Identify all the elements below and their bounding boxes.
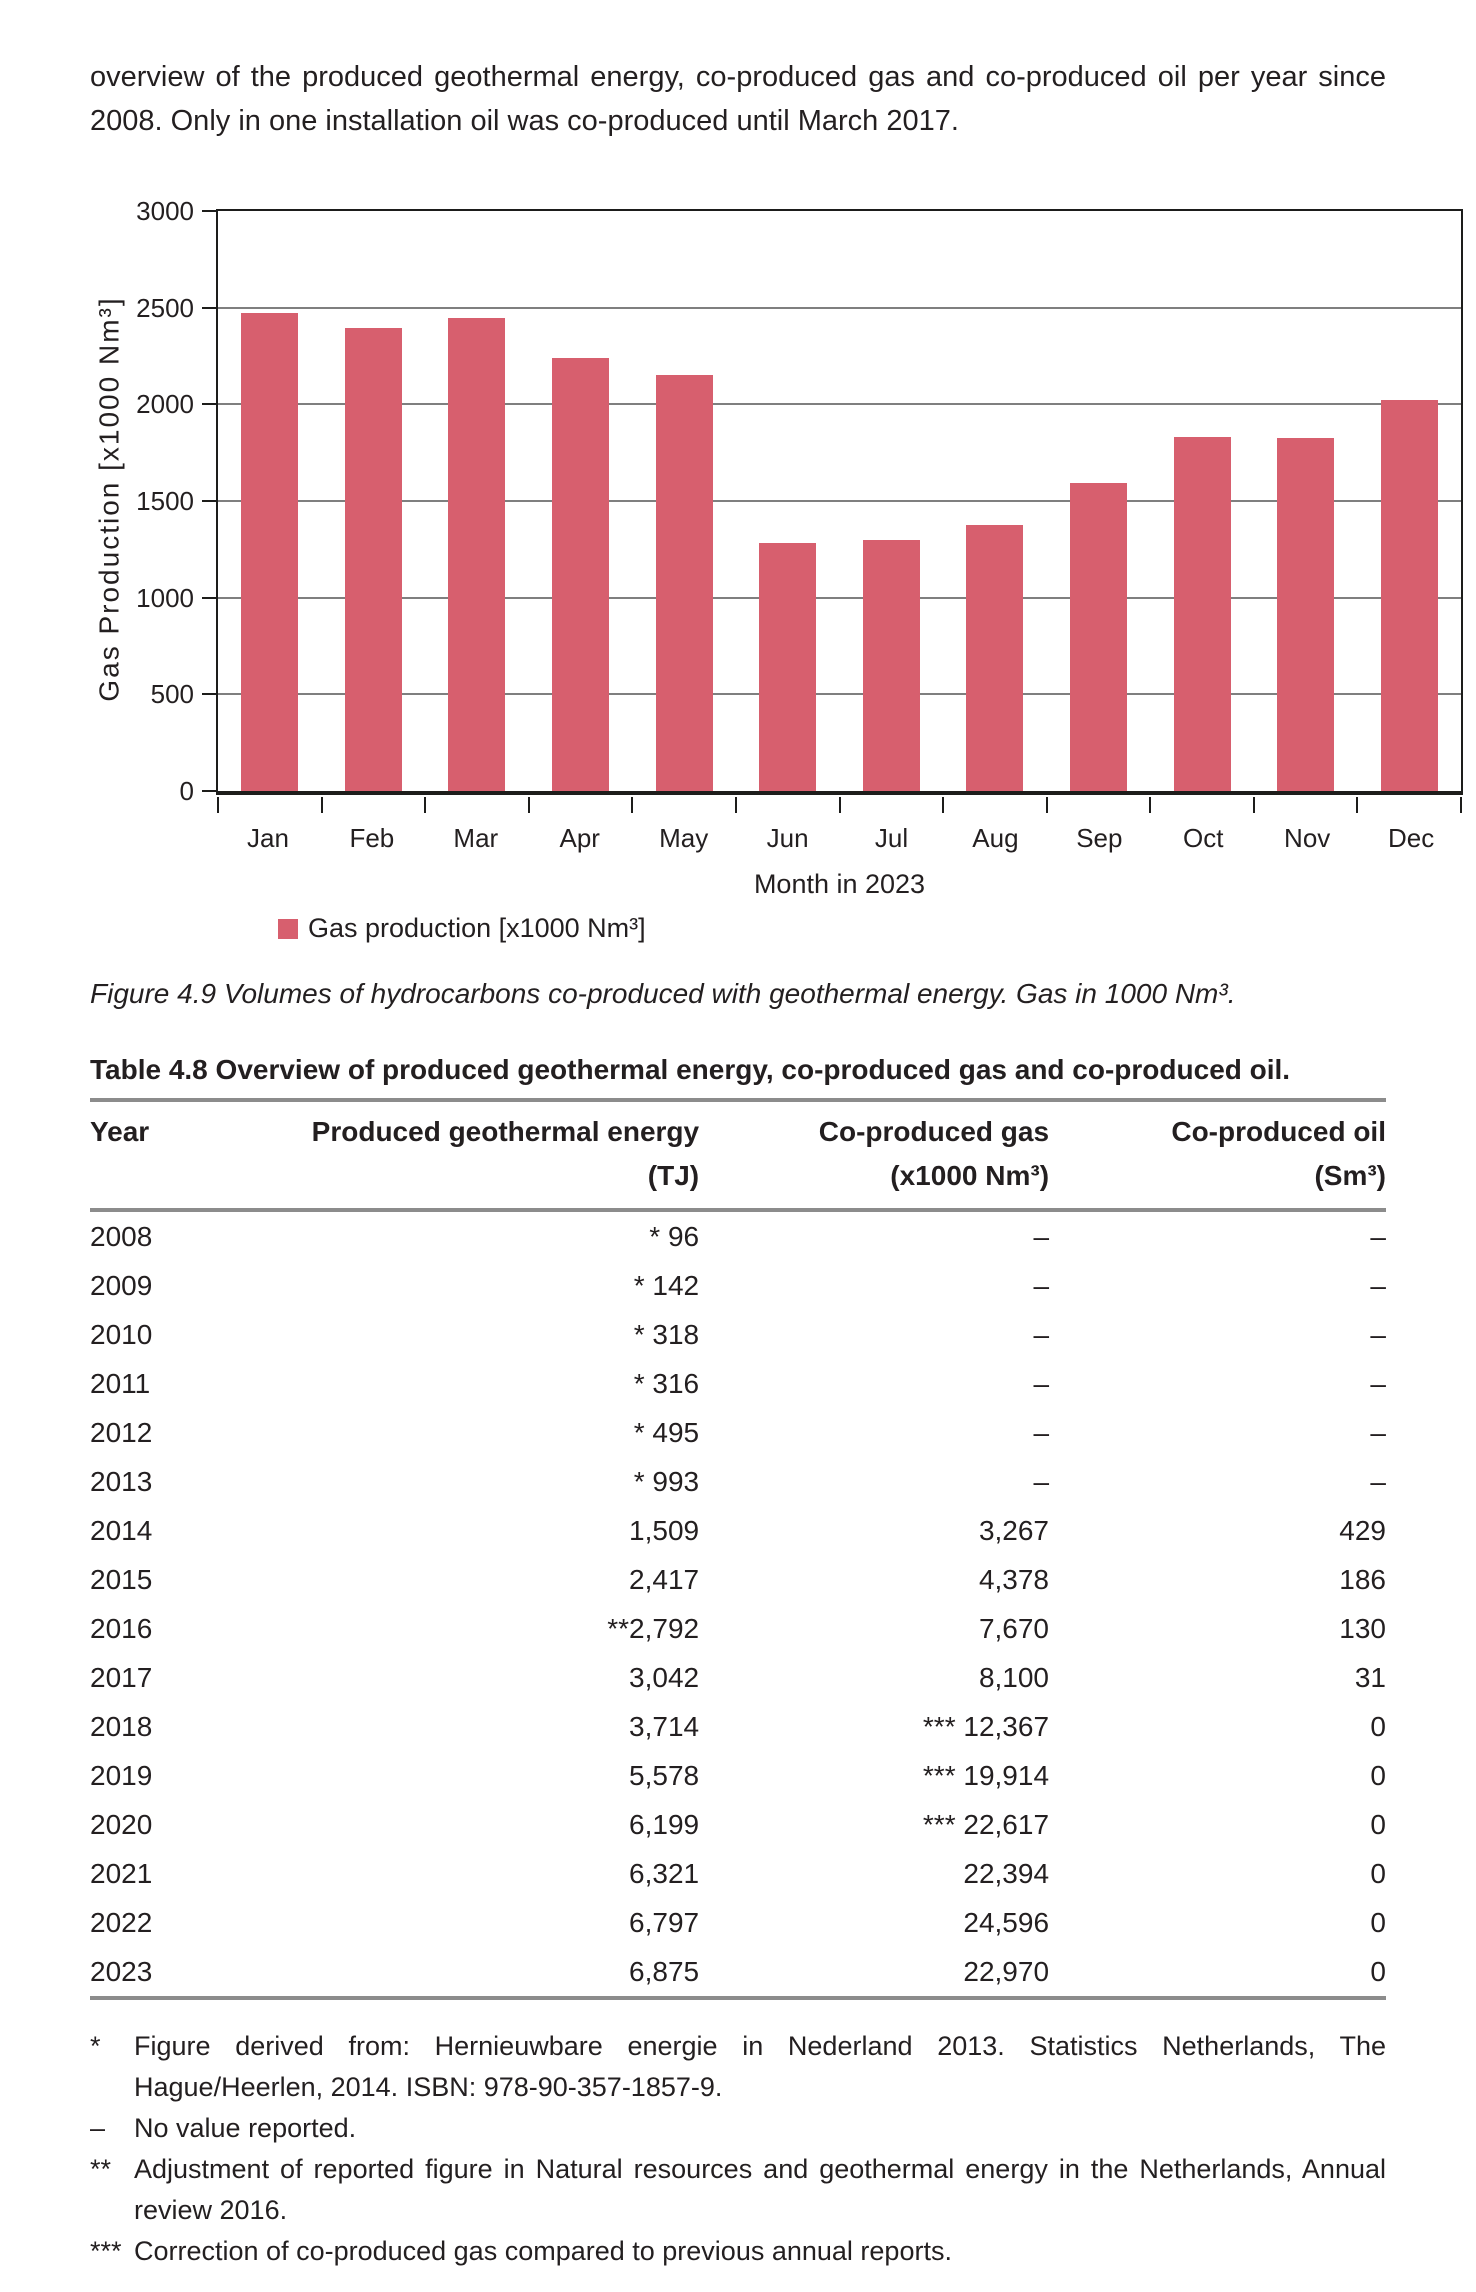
value-cell: – — [1370, 1269, 1386, 1301]
footnote-marker: ** — [90, 2154, 112, 2184]
value-cell: 8,100 — [978, 1661, 1050, 1693]
gas-production-bar — [345, 328, 402, 791]
y-tick-label: 2500 — [136, 292, 194, 323]
gas-production-bar — [966, 525, 1023, 791]
value-cell: 0 — [1370, 1759, 1386, 1791]
y-tick-label: 1000 — [136, 582, 194, 613]
figure-caption: Figure 4.9 Volumes of hydrocarbons co-produced with geothermal energy. Gas in 1000 Nm³. — [90, 978, 1236, 1009]
value-cell: – — [1370, 1220, 1386, 1252]
y-axis-tick — [202, 210, 216, 212]
gridline — [218, 403, 1461, 405]
table-row — [90, 1898, 1386, 1947]
month-label: Nov — [1284, 823, 1331, 853]
x-axis-tick — [528, 797, 530, 813]
column-header-oil — [1049, 1102, 1386, 1210]
y-tick-label: 500 — [150, 679, 194, 710]
year-cell: 2009 — [90, 1269, 153, 1301]
value-cell: 3,267 — [978, 1514, 1050, 1546]
value-cell: * 96 — [649, 1220, 700, 1252]
footnote-marker: *** — [90, 2236, 122, 2266]
x-axis-tick — [1149, 797, 1151, 813]
column-unit: (x1000 Nm³) — [890, 1160, 1050, 1191]
value-cell: 186 — [1339, 1563, 1386, 1595]
year-cell: 2023 — [90, 1947, 246, 1998]
x-axis-tick — [1356, 797, 1358, 813]
value-cell: 4,378 — [978, 1563, 1050, 1595]
x-axis-tick — [735, 797, 737, 813]
month-label: May — [659, 823, 709, 853]
x-axis-tick — [1046, 797, 1048, 813]
value-cell: – — [1370, 1318, 1386, 1350]
value-cell: * 142 — [633, 1269, 700, 1301]
value-cell: 429 — [1339, 1514, 1386, 1546]
value-cell: – — [1370, 1367, 1386, 1399]
value-cell: 5,578 — [629, 1759, 700, 1791]
data-table — [90, 1102, 1386, 2000]
table-row — [90, 1800, 1386, 1849]
value-cell: 0 — [1370, 1808, 1386, 1840]
value-cell: 3,714 — [629, 1710, 700, 1742]
column-label: Year — [90, 1116, 150, 1147]
year-cell: 2019 — [90, 1759, 153, 1791]
gas-production-bar — [552, 358, 609, 791]
column-header-gas — [699, 1102, 1049, 1210]
footnote-text: No value reported. — [134, 2113, 357, 2143]
value-cell: 31 — [1354, 1661, 1386, 1693]
gas-production-chart — [90, 147, 1466, 952]
year-cell: 2017 — [90, 1661, 153, 1693]
intro-paragraph: overview of the produced geothermal energy, co-produced gas and co-produced oil per year since 2008. Only in one installation oil was co-produced until March 2017. — [90, 61, 1386, 137]
footnotes — [90, 2026, 1386, 2272]
value-cell: *** 22,617 — [922, 1808, 1050, 1840]
footnote-item — [90, 2149, 1386, 2231]
y-axis-tick — [202, 597, 216, 599]
value-cell: 0 — [1049, 1947, 1386, 1998]
value-cell: 0 — [1370, 1710, 1386, 1742]
month-label: Sep — [1076, 823, 1123, 853]
table-row — [90, 1506, 1386, 1555]
value-cell: 24,596 — [963, 1906, 1050, 1938]
column-label: Co-produced gas — [818, 1116, 1050, 1147]
plot-area — [136, 196, 1463, 806]
table-title: Table 4.8 Overview of produced geothermal energy, co-produced gas and co-produced oil. — [90, 1054, 1386, 1102]
value-cell: 6,875 — [246, 1947, 700, 1998]
table-row — [90, 1359, 1386, 1408]
value-cell: *** 12,367 — [922, 1710, 1050, 1742]
x-labels — [216, 823, 1463, 854]
month-label: Feb — [349, 823, 395, 853]
table-row — [90, 1261, 1386, 1310]
gas-production-bar — [1174, 437, 1231, 791]
value-cell: – — [1033, 1269, 1050, 1301]
column-label: Co-produced oil — [1171, 1116, 1386, 1147]
column-unit — [90, 1160, 246, 1190]
table-row — [90, 1653, 1386, 1702]
value-cell: 130 — [1339, 1612, 1386, 1644]
month-label: Jun — [766, 823, 809, 853]
column-unit: (TJ) — [647, 1160, 700, 1191]
y-axis-tick — [202, 500, 216, 502]
gridline — [218, 693, 1461, 695]
x-axis-tick — [424, 797, 426, 813]
column-header-energy — [246, 1102, 700, 1210]
value-cell: – — [1033, 1367, 1050, 1399]
value-cell: – — [1033, 1318, 1050, 1350]
year-cell: 2016 — [90, 1612, 153, 1644]
month-label: Jan — [247, 823, 289, 853]
year-cell: 2010 — [90, 1318, 153, 1350]
value-cell: 6,797 — [629, 1906, 700, 1938]
value-cell: – — [1033, 1416, 1050, 1448]
year-cell: 2018 — [90, 1710, 153, 1742]
y-axis-title-text: Gas Production [x1000 Nm³] — [94, 296, 125, 702]
column-label: Produced geothermal energy — [311, 1116, 700, 1147]
legend-swatch-icon — [278, 919, 298, 939]
y-axis-tick — [202, 307, 216, 309]
table-row — [90, 1210, 1386, 1261]
table-row — [90, 1947, 1386, 1998]
y-axis-tick — [202, 790, 216, 792]
month-label: Apr — [559, 823, 600, 853]
table-row — [90, 1702, 1386, 1751]
x-axis-tick — [631, 797, 633, 813]
value-cell: * 316 — [633, 1367, 700, 1399]
month-label: Jul — [874, 823, 909, 853]
footnote-item — [90, 2026, 1386, 2108]
table-row — [90, 1751, 1386, 1800]
table-row — [90, 1457, 1386, 1506]
value-cell: – — [1033, 1465, 1050, 1497]
footnote-text: Figure derived from: Hernieuwbare energie in Nederland 2013. Statistics Netherlands, The Hague/Heerlen, 2014. ISBN: 978-90-357-1857-9. — [134, 2031, 1386, 2102]
year-cell: 2021 — [90, 1857, 153, 1889]
value-cell: 6,321 — [629, 1857, 700, 1889]
y-tick-label: 3000 — [136, 196, 194, 226]
table-row — [90, 1555, 1386, 1604]
month-label: Mar — [453, 823, 499, 853]
x-axis-tick — [839, 797, 841, 813]
value-cell: 0 — [1370, 1857, 1386, 1889]
value-cell: * 993 — [633, 1465, 700, 1497]
table-body — [90, 1210, 1386, 1998]
x-axis-tick — [942, 797, 944, 813]
table-row — [90, 1604, 1386, 1653]
year-cell: 2011 — [90, 1367, 151, 1399]
year-cell: 2012 — [90, 1416, 153, 1448]
year-cell: 2022 — [90, 1906, 153, 1938]
x-axis-title: Month in 2023 — [753, 869, 926, 899]
value-cell: 22,970 — [699, 1947, 1049, 1998]
value-cell: 1,509 — [629, 1514, 700, 1546]
footnote-marker: * — [90, 2031, 101, 2061]
value-cell: *** 19,914 — [922, 1759, 1050, 1791]
gas-production-bar — [1070, 483, 1127, 791]
x-axis-tick — [1253, 797, 1255, 813]
gas-production-bar — [241, 313, 298, 791]
gas-production-bar — [863, 540, 920, 791]
month-label: Aug — [972, 823, 1019, 853]
column-unit: (Sm³) — [1314, 1160, 1386, 1191]
value-cell: * 495 — [633, 1416, 700, 1448]
y-axis-tick — [202, 693, 216, 695]
month-label: Oct — [1183, 823, 1224, 853]
year-cell: 2014 — [90, 1514, 153, 1546]
table-row — [90, 1408, 1386, 1457]
year-cell: 2013 — [90, 1465, 153, 1497]
y-tick-label: 1500 — [136, 486, 194, 516]
value-cell: 2,417 — [629, 1563, 700, 1595]
value-cell: * 318 — [633, 1318, 700, 1350]
value-cell: 7,670 — [978, 1612, 1050, 1644]
gas-production-bar — [1381, 400, 1438, 791]
gridline — [218, 597, 1461, 599]
footnote-text: Correction of co-produced gas compared to previous annual reports. — [134, 2236, 952, 2266]
footnote-marker: – — [90, 2113, 106, 2143]
x-axis-tick — [321, 797, 323, 813]
footnote-item — [90, 2231, 1386, 2272]
year-cell: 2015 — [90, 1563, 153, 1595]
y-tick-label: 0 — [179, 776, 194, 806]
column-header-year — [90, 1102, 246, 1210]
x-axis-tick — [217, 797, 219, 813]
value-cell: 0 — [1370, 1906, 1386, 1938]
value-cell: – — [1370, 1465, 1386, 1497]
footnote-item — [90, 2108, 1386, 2149]
value-cell: 22,394 — [963, 1857, 1050, 1889]
value-cell: – — [1033, 1220, 1050, 1252]
month-label: Dec — [1387, 823, 1435, 853]
y-axis-tick — [202, 403, 216, 405]
value-cell: 6,199 — [629, 1808, 700, 1840]
chart-legend — [278, 913, 646, 944]
gas-production-bar — [759, 543, 816, 791]
gas-production-bar — [656, 375, 713, 791]
gridline — [218, 500, 1461, 502]
value-cell: **2,792 — [607, 1612, 700, 1644]
value-cell: – — [1370, 1416, 1386, 1448]
year-cell: 2008 — [90, 1220, 153, 1252]
table-row — [90, 1310, 1386, 1359]
x-axis-tick — [1460, 797, 1462, 813]
gas-production-bar — [448, 318, 505, 791]
table-row — [90, 1849, 1386, 1898]
value-cell: 3,042 — [629, 1661, 700, 1693]
table-header-row — [90, 1102, 1386, 1210]
footnote-text: Adjustment of reported figure in Natural resources and geothermal energy in the Netherlands, Annual review 2016. — [134, 2154, 1386, 2225]
legend-label: Gas production [x1000 Nm³] — [308, 913, 646, 943]
gas-production-bar — [1277, 438, 1334, 791]
gridline — [218, 307, 1461, 309]
year-cell: 2020 — [90, 1808, 153, 1840]
y-tick-label: 2000 — [136, 389, 194, 420]
